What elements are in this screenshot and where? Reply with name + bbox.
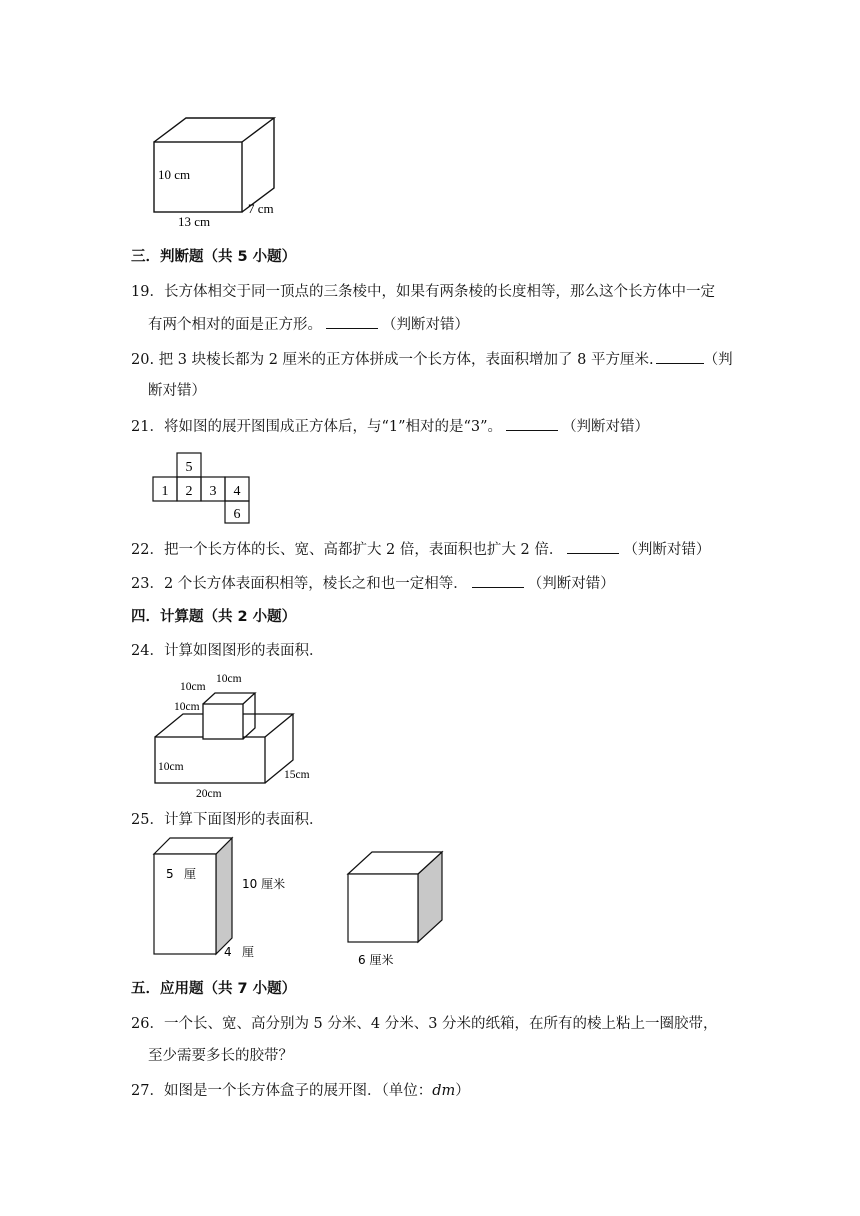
q21-text: 21．将如图的展开图围成正方体后，与“1”相对的是“3”。 — [131, 419, 503, 435]
q23-line — [131, 573, 615, 594]
small-left-label: 10cm — [174, 701, 200, 713]
length-label: 13 cm — [178, 214, 211, 229]
stacked-cuboid-figure — [150, 668, 325, 800]
net-cell-6: 6 — [233, 507, 241, 522]
small-top-label: 10cm — [216, 673, 242, 685]
q25-line: 25．计算下面图形的表面积． — [131, 812, 324, 828]
q20-text: 20. 把 3 块棱长都为 2 厘米的正方体拼成一个长方体，表面积增加了 8 平方厘米. — [131, 352, 654, 368]
net-cell-1: 1 — [161, 484, 169, 499]
answer-blank[interactable] — [506, 416, 558, 431]
big-width-label: 15cm — [284, 769, 310, 781]
answer-blank[interactable] — [472, 573, 524, 588]
answer-blank[interactable] — [326, 314, 378, 329]
q23-tail: （判断对错） — [527, 576, 615, 592]
q24-line: 24．计算如图图形的表面积． — [131, 643, 324, 659]
q21-tail: （判断对错） — [562, 419, 650, 435]
net-cell-3: 3 — [209, 484, 217, 499]
q20-line1 — [131, 349, 733, 370]
q27-unit: dm — [432, 1083, 456, 1099]
section-4-heading: 四．计算题（共 2 小题） — [131, 609, 297, 625]
section-5-heading: 五．应用题（共 7 小题） — [131, 981, 297, 997]
big-height-label: 10cm — [158, 761, 184, 773]
q27-text: 27．如图是一个长方体盒子的展开图．（单位： — [131, 1083, 433, 1099]
width-label: 7 cm — [248, 201, 274, 216]
q20-line2: 断对错） — [148, 383, 206, 399]
answer-blank[interactable] — [567, 539, 619, 554]
q22-line — [131, 539, 710, 560]
q20-tail: （判 — [703, 352, 733, 368]
net-cell-2: 2 — [185, 484, 193, 499]
tall-width-unit: 厘 — [184, 867, 197, 881]
tall-depth-unit: 厘 — [242, 945, 255, 959]
tall-height-label: 10 厘米 — [242, 877, 286, 891]
cube-net-figure — [150, 451, 250, 525]
q19-tail: （判断对错） — [382, 317, 469, 333]
net-cell-5: 5 — [185, 460, 193, 475]
q22-tail: （判断对错） — [623, 542, 711, 558]
q21-line — [131, 416, 649, 437]
q27-tail: ） — [455, 1083, 470, 1099]
q19-line1: 19．长方体相交于同一顶点的三条棱中，如果有两条棱的长度相等，那么这个长方体中一定 — [131, 284, 715, 300]
q22-text: 22．把一个长方体的长、宽、高都扩大 2 倍，表面积也扩大 2 倍． — [131, 542, 564, 558]
cuboid-figure-top — [148, 112, 288, 230]
big-length-label: 20cm — [196, 788, 222, 800]
net-cell-4: 4 — [233, 484, 241, 499]
small-side-label: 10cm — [180, 681, 206, 693]
tall-depth-value: 4 — [224, 945, 232, 959]
height-label: 10 cm — [158, 167, 191, 182]
answer-blank[interactable] — [656, 349, 704, 364]
q26-line1: 26．一个长、宽、高分别为 5 分米、4 分米、3 分米的纸箱，在所有的棱上粘上一圈胶带， — [131, 1016, 718, 1032]
two-solids-figure — [148, 836, 458, 972]
cube-edge-label: 6 厘米 — [358, 953, 394, 967]
q19-text: 有两个相对的面是正方形。 — [148, 317, 322, 333]
q23-text: 23．2 个长方体表面积相等，棱长之和也一定相等． — [131, 576, 468, 592]
q19-line2 — [148, 314, 469, 335]
section-3-heading: 三．判断题（共 5 小题） — [131, 249, 297, 265]
q27-line — [131, 1081, 470, 1101]
q26-line2: 至少需要多长的胶带？ — [148, 1048, 293, 1064]
tall-width-value: 5 — [166, 867, 174, 881]
